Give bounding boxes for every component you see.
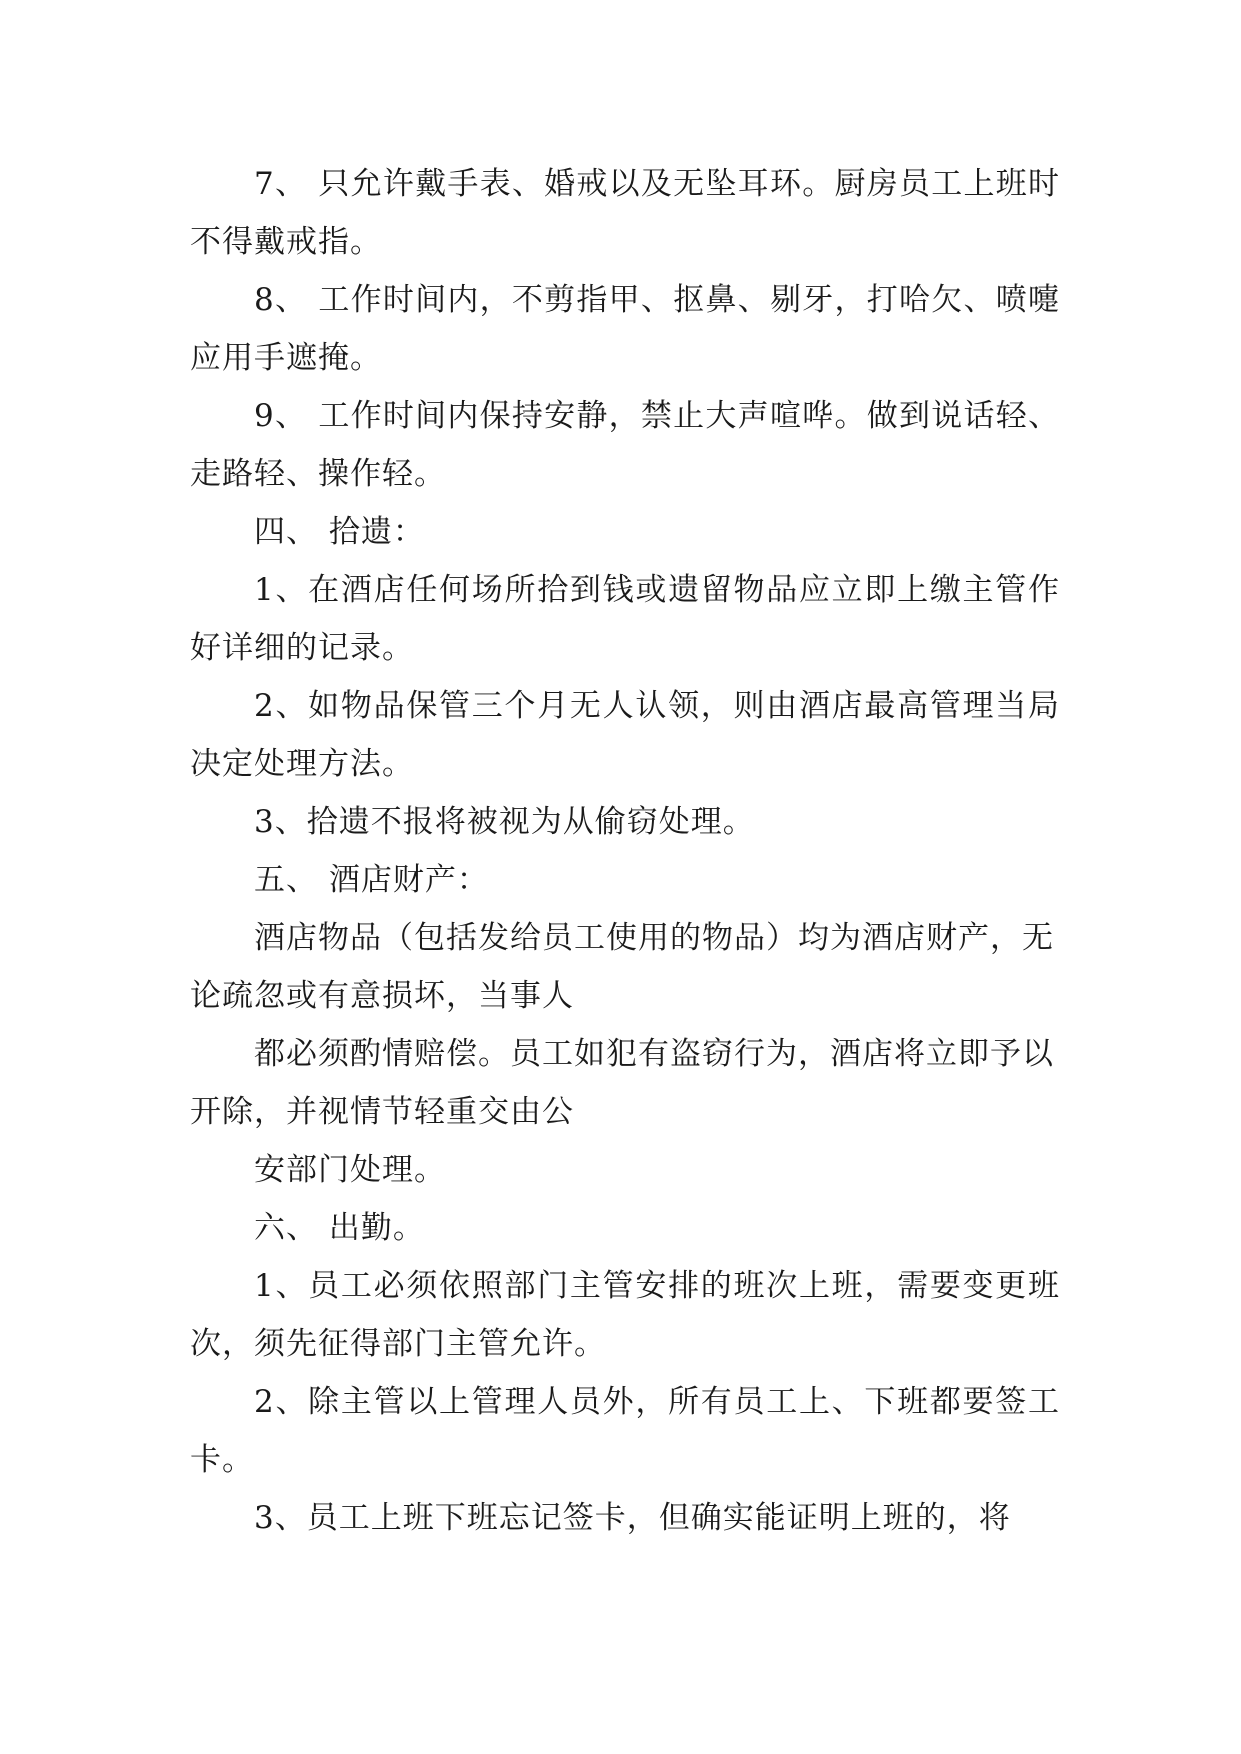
section-heading-attendance: 六、 出勤。 bbox=[254, 1210, 425, 1246]
paragraph-item-7: 7、 只允许戴手表、婚戒以及无坠耳环。厨房员工上班时不得戴戒指。 bbox=[190, 166, 1060, 260]
paragraph-lost-2: 2、如物品保管三个月无人认领，则由酒店最高管理当局决定处理方法。 bbox=[190, 688, 1060, 782]
paragraph-item-8: 8、 工作时间内，不剪指甲、抠鼻、剔牙，打哈欠、喷嚏应用手遮掩。 bbox=[190, 282, 1060, 376]
paragraph-attendance-2: 2、除主管以上管理人员外，所有员工上、下班都要签工卡。 bbox=[190, 1384, 1060, 1478]
paragraph-lost-1: 1、在酒店任何场所拾到钱或遗留物品应立即上缴主管作好详细的记录。 bbox=[190, 572, 1060, 666]
section-heading-hotel-property: 五、 酒店财产： bbox=[254, 862, 489, 898]
section-heading-lost-items: 四、 拾遗： bbox=[254, 514, 425, 550]
paragraph-item-9: 9、 工作时间内保持安静，禁止大声喧哗。做到说话轻、走路轻、操作轻。 bbox=[190, 398, 1060, 492]
paragraph-attendance-3: 3、员工上班下班忘记签卡，但确实能证明上班的，将 bbox=[254, 1500, 1011, 1536]
paragraph-property-3: 安部门处理。 bbox=[254, 1152, 446, 1188]
paragraph-property-2: 都必须酌情赔偿。员工如犯有盗窃行为，酒店将立即予以开除，并视情节轻重交由公 bbox=[190, 1036, 1054, 1130]
paragraph-attendance-1: 1、员工必须依照部门主管安排的班次上班，需要变更班次，须先征得部门主管允许。 bbox=[190, 1268, 1060, 1362]
document-body bbox=[190, 155, 1060, 1547]
paragraph-property-1: 酒店物品（包括发给员工使用的物品）均为酒店财产，无论疏忽或有意损坏，当事人 bbox=[190, 920, 1054, 1014]
paragraph-lost-3: 3、拾遗不报将被视为从偷窃处理。 bbox=[254, 804, 755, 840]
